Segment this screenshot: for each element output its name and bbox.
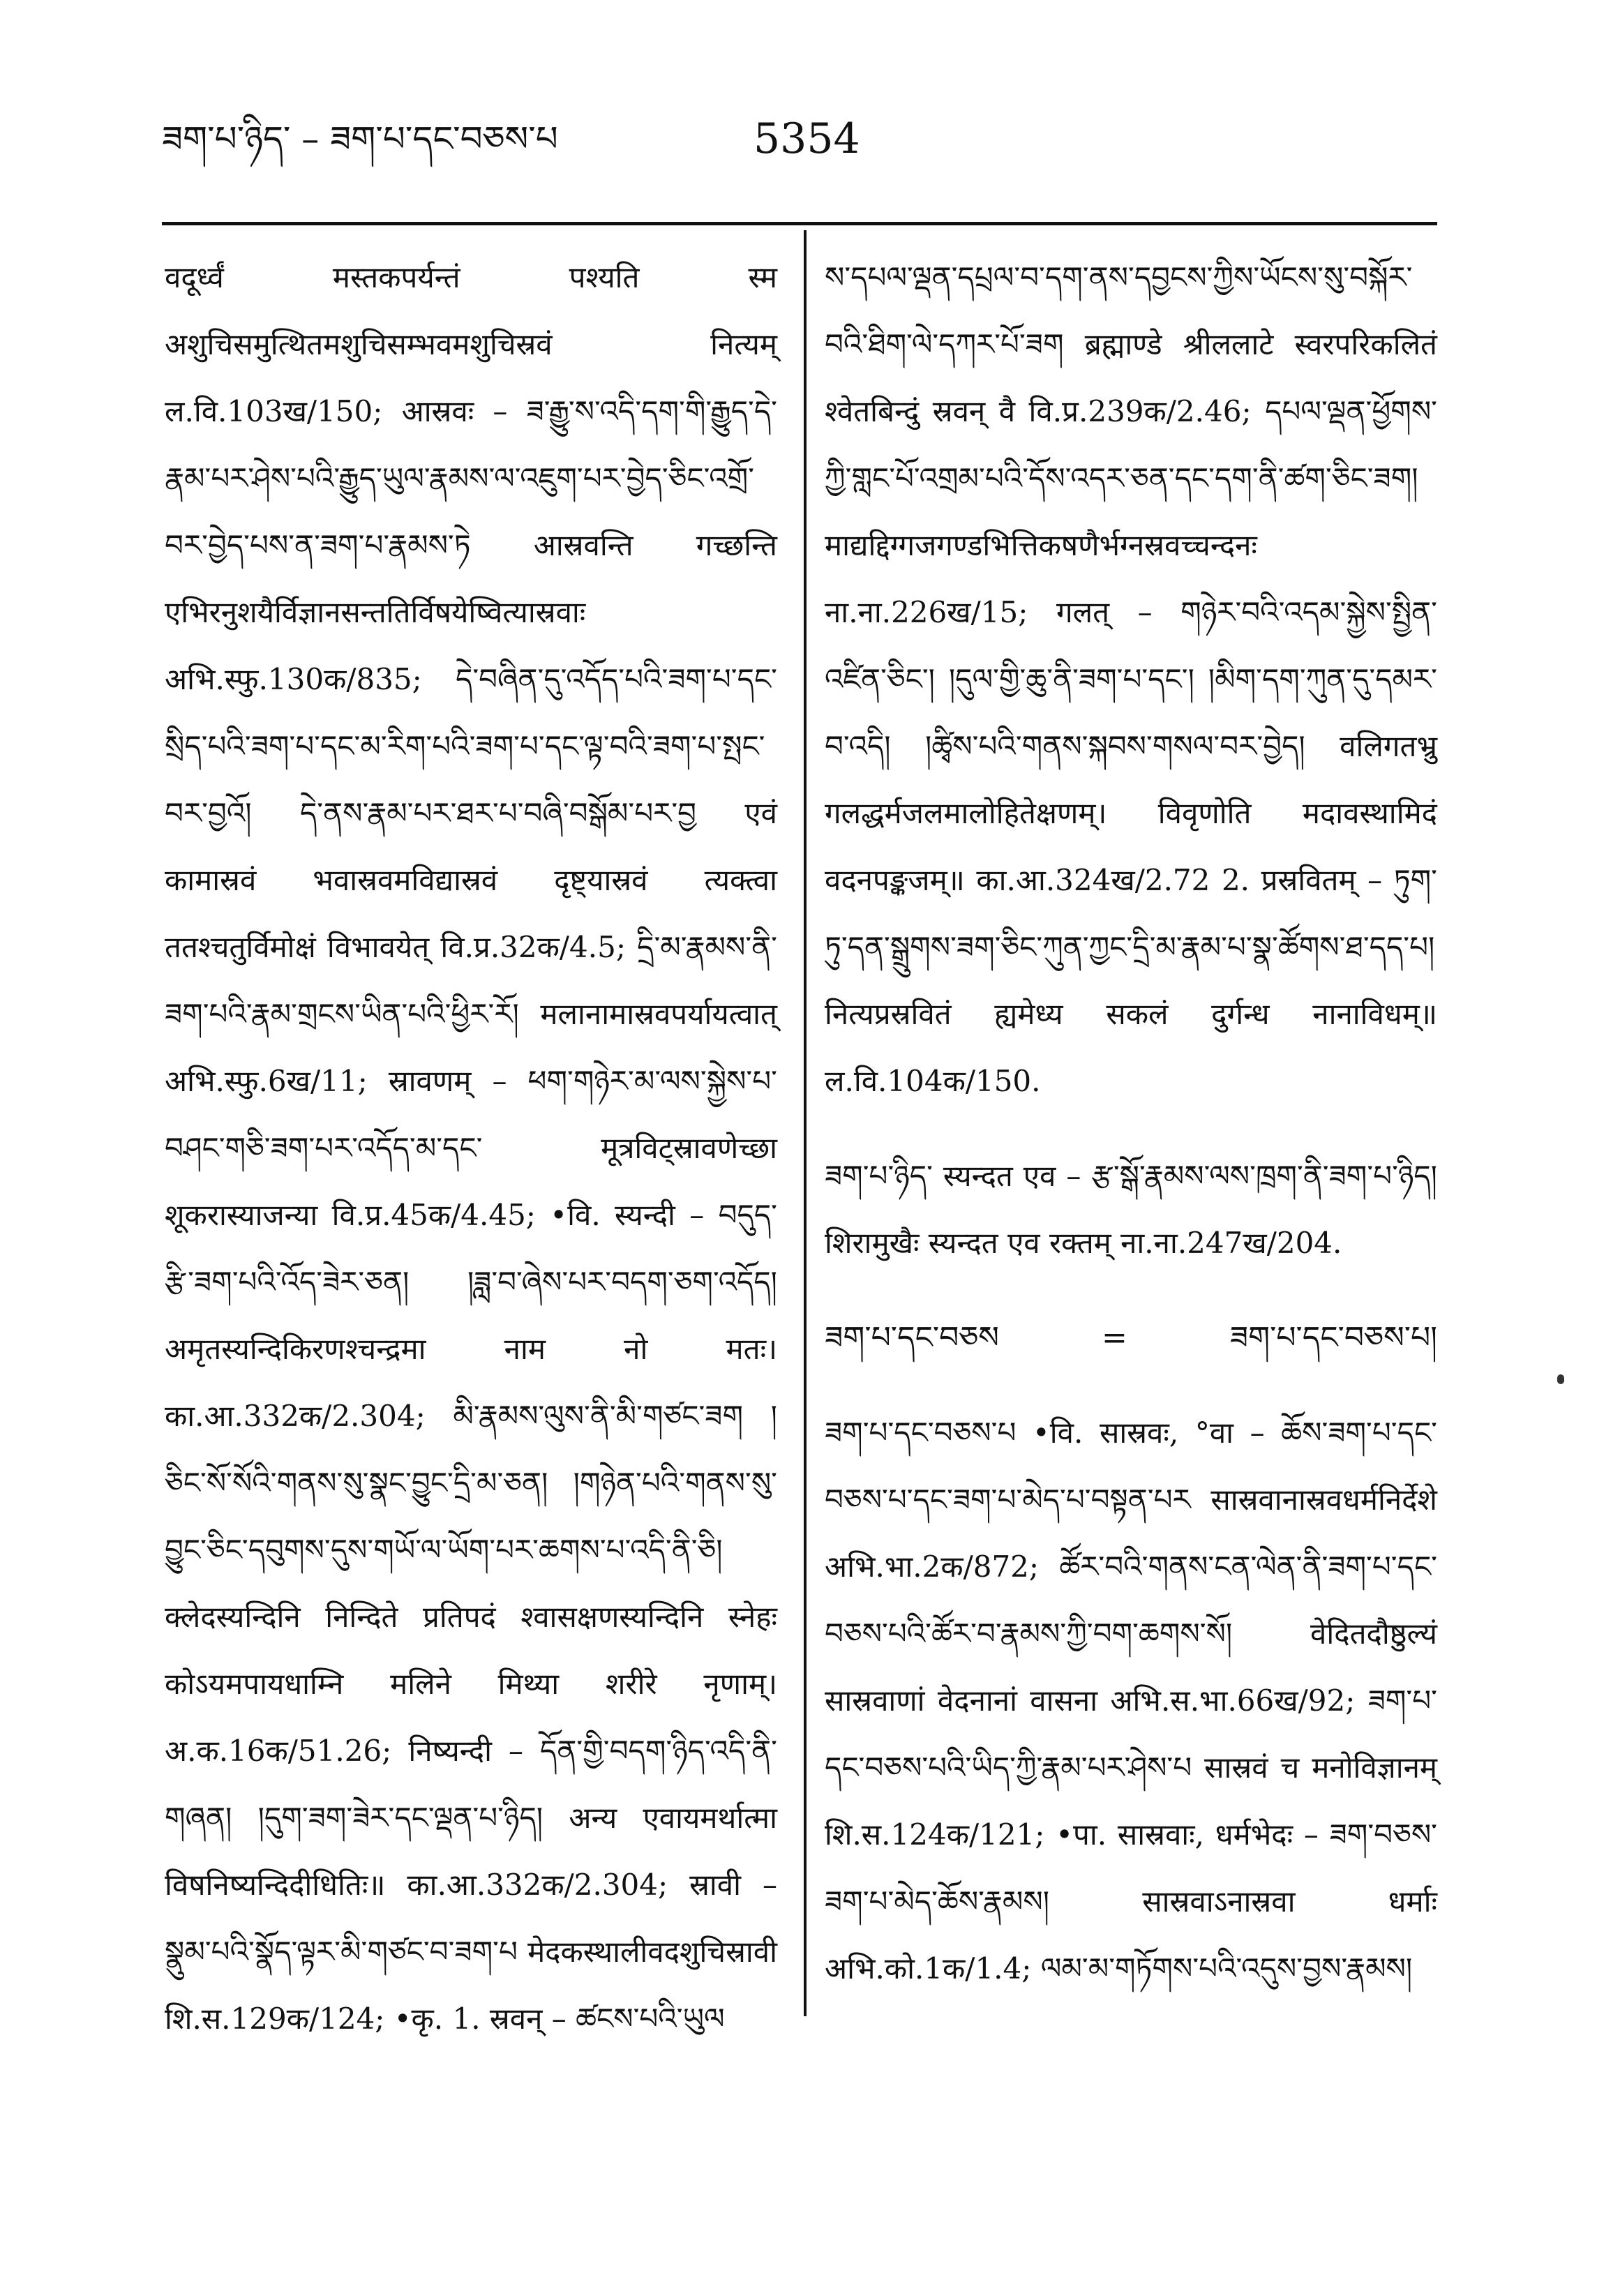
scan-speck (1557, 1374, 1564, 1384)
right-paragraph-1: ས་དཔལ་ལྡན་དཔྲལ་བ་དག་ནས་དབྱངས་ཀྱིས་ཡོངས་སུ་བསྐོར་བའི་ཐིག་ལེ་དཀར་པོ་ཟག ब्रह्माण्डे श्रीललाटे स्वरपरिकलितं श्वेतबिन्दुं स्रवन् वै वि.प्र.239क/2.46; དཔལ་ལྡན་ཕྱོགས་ཀྱི་གླང་པོ་འགྲམ་པའི་དོས་འདར་ཅན་དང་དག་ནི་ཚག་ཅིང་ཟག། माद्यद्दिग्गजगण्डभित्तिकषणैर्भग्नस्रवच्चन्दनः ना.ना.226ख/15; गलत् – གཉེར་བའི་འདམ་སྐྱེས་སྤྱིན་འཛིན་ཅིང་། །དུལ་གྱི་ཆུ་ནི་ཟག་པ་དང་། །མིག་དག་ཀུན་དུ་དམར་བ་འདི། །ཚྭིས་པའི་གནས་སྐབས་གསལ་བར་བྱེད། वलिगतभ्रु गलद्धर्मजलमालोहितेक्षणम्। विवृणोति मदावस्थामिदं वदनपङ्कजम्॥ का.आ.324ख/2.72 2. प्रस्रवितम् – ཏུག་ཏུ་དན་སྒྲུགས་ཟག་ཅིང་ཀུན་ཀྱང་དྲི་མ་རྣམ་པ་སྣ་ཚོགས་ཐ་དད་པ། नित्यप्रस्रवितं ह्यमेध्य सकलं दुर्गन्ध नानाविधम्॥ ल.वि.104क/150. (825, 260, 1437, 1098)
cross-reference-equals: = (1101, 1320, 1127, 1356)
cross-reference-entry (825, 1305, 1437, 1372)
left-paragraph-1: वदूर्ध्वं मस्तकपर्यन्तं पश्यति स्म अशुचिसमुत्थितमशुचिसम्भवमशुचिस्रवं नित्यम् ल.वि.103ख/150; आस्रवः – ཟ་རྒྱུ་ས་འདི་དག་གི་རྒྱུད་དེ་རྣམ་པར་ཤེས་པའི་རྒྱུད་ཡུལ་རྣམས་ལ་འཇུག་པར་བྱེད་ཅིང་འགྲོ་བར་བྱེད་པས་ན་ཟག་པ་རྣམས་ཏེ आस्रवन्ति गच्छन्ति एभिरनुशयैर्विज्ञानसन्ततिर्विषयेष्वित्यास्रवाः अभि.स्फु.130क/835; དེ་བཞིན་དུ་འདོད་པའི་ཟག་པ་དང་སྲིད་པའི་ཟག་པ་དང་མ་རིག་པའི་ཟག་པ་དང་ལྟ་བའི་ཟག་པ་སྤང་བར་བྱའོ། དེ་ནས་རྣམ་པར་ཐར་པ་བཞི་བསྒོམ་པར་བྱ एवं कामास्रवं भवास्रवमविद्यास्रवं दृष्ट्यास्रवं त्यक्त्वा ततश्चतुर्विमोक्षं विभावयेत् वि.प्र.32क/4.5; དྲི་མ་རྣམས་ནི་ཟག་པའི་རྣམ་གྲངས་ཡིན་པའི་ཕྱིར་རོ། मलानामास्रवपर्यायत्वात् अभि.स्फु.6ख/11; स्रावणम् – ཕག་གཉེར་མ་ལས་སྐྱེས་པ་བཤང་གཅི་ཟག་པར་འདོད་མ་དང་ मूत्रविट्स्रावणेच्छा शूकरास्याजन्या वि.प्र.45क/4.45; •वि. स्यन्दी – བདུད་རྩི་ཟག་པའི་འོད་ཟེར་ཅན། །ཟླ་བ་ཞེས་པར་བདག་ཅག་འདོད། अमृतस्यन्दिकिरणश्चन्द्रमा नाम नो मतः। का.आ.332क/2.304; མི་རྣམས་ལུས་ནི་མི་གཙང་ཟག །ཅིང་སོ་སོའི་གནས་སུ་སྣང་བྱུང་དྲི་མ་ཅན། །གཉེན་པའི་གནས་སུ་བྱུང་ཅིང་དབུགས་དུས་གཡོ་ལ་ཡོག་པར་ཆགས་པ་འདི་ནི་ཅི། क्लेदस्यन्दिनि निन्दिते प्रतिपदं श्वासक्षणस्यन्दिनि स्नेहः कोऽयमपायधाम्नि मलिने मिथ्या शरीरे नृणाम्। अ.क.16क/51.26; निष्यन्दी – དོན་གྱི་བདག་ཉིད་འདི་ནི་གཞན། །དུག་ཟག་ཟེར་དང་ལྡན་པ་ཉིད། अन्य एवायमर्थात्मा विषनिष्यन्दिदीधितिः॥ का.आ.332क/2.304; स्रावी – སྣུམ་པའི་སྣོད་ལྟར་མི་གཙང་བ་ཟག་པ मेदकस्थालीवदशुचिस्रावी शि.स.129क/124; •कृ. 1. स्रवन् – ཚངས་པའི་ཡུལ (165, 260, 777, 2036)
header-rule (162, 222, 1437, 225)
right-column (825, 244, 1437, 2030)
column-divider (804, 230, 807, 2016)
cross-reference-target: ཟག་པ་དང་བཅས་པ། (1229, 1320, 1437, 1356)
running-head: ཟག་པ་ཉིད་ – ཟག་པ་དང་བཅས་པ (162, 119, 558, 159)
cross-reference-headword: ཟག་པ་དང་བཅས (825, 1320, 1000, 1356)
right-paragraph-2: ཟག་པ་ཉིད་ स्यन्दत एव – རྩ་སྒོ་རྣམས་ལས་ཁྲག་ནི་ཟག་པ་ཉིད། शिरामुखैः स्यन्दत एव रक्तम् ना.ना.247ख/204. (825, 1159, 1437, 1260)
right-paragraph-3: ཟག་པ་དང་བཅས་པ •वि. सास्रवः, °वा – ཆོས་ཟག་པ་དང་བཅས་པ་དང་ཟག་པ་མེད་པ་བསྟན་པར सास्रवानास्रवधर्मनिर्देशे अभि.भा.2क/872; ཚོར་བའི་གནས་ངན་ལེན་ནི་ཟག་པ་དང་བཅས་པའི་ཚོར་བ་རྣམས་ཀྱི་བག་ཆགས་སོ། वेदितदौष्ठुल्यं सास्रवाणां वेदनानां वासना अभि.स.भा.66ख/92; ཟག་པ་དང་བཅས་པའི་ཡིད་ཀྱི་རྣམ་པར་ཤེས་པ सास्रवं च मनोविज्ञानम् शि.स.124क/121; •पा. सास्रवाः, धर्मभेदः – ཟག་བཅས་ཟག་པ་མེད་ཆོས་རྣམས། सास्रवाऽनास्रवा धर्माः अभि.को.1क/1.4; ལམ་མ་གཏོགས་པའི་འདུས་བྱས་རྣམས། (825, 1416, 1437, 1986)
page-number: 5354 (753, 114, 860, 163)
left-column (165, 244, 777, 2080)
